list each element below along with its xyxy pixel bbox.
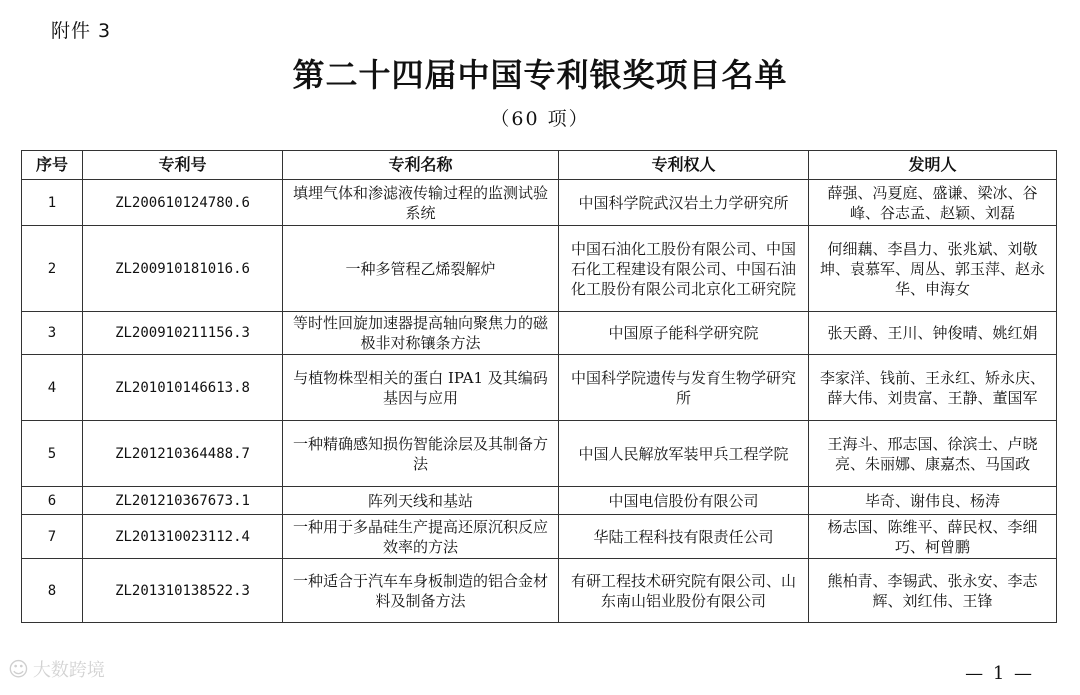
header-patent-no: 专利号 <box>83 151 283 180</box>
row-inventors: 熊柏青、李锡武、张永安、李志辉、刘红伟、王锋 <box>809 559 1057 623</box>
row-owner: 中国科学院武汉岩土力学研究所 <box>559 180 809 226</box>
header-inventors: 发明人 <box>809 151 1057 180</box>
row-inventors: 杨志国、陈维平、薛民权、李细巧、柯曾鹏 <box>809 515 1057 559</box>
row-patent-no: ZL201210364488.7 <box>83 421 283 487</box>
row-inventors: 薛强、冯夏庭、盛谦、梁冰、谷峰、谷志孟、赵颖、刘磊 <box>809 180 1057 226</box>
row-seq: 2 <box>22 226 83 312</box>
row-patent-name: 一种多管程乙烯裂解炉 <box>283 226 559 312</box>
row-patent-name: 一种精确感知损伤智能涂层及其制备方法 <box>283 421 559 487</box>
row-patent-no: ZL200910211156.3 <box>83 312 283 355</box>
row-patent-no: ZL201310138522.3 <box>83 559 283 623</box>
item-count: （60 项） <box>490 108 590 130</box>
table-row <box>22 421 1057 487</box>
row-patent-name: 与植物株型相关的蛋白 IPA1 及其编码基因与应用 <box>283 355 559 421</box>
row-seq: 7 <box>22 515 83 559</box>
row-patent-name: 等时性回旋加速器提高轴向聚焦力的磁极非对称镶条方法 <box>283 312 559 355</box>
row-seq: 4 <box>22 355 83 421</box>
table-row <box>22 515 1057 559</box>
table-row <box>22 355 1057 421</box>
patent-table <box>21 150 1057 623</box>
table-row <box>22 180 1057 226</box>
row-seq: 6 <box>22 487 83 515</box>
row-patent-no: ZL200910181016.6 <box>83 226 283 312</box>
row-patent-name: 阵列天线和基站 <box>283 487 559 515</box>
page-title: 第二十四届中国专利银奖项目名单 <box>292 56 788 94</box>
table-row <box>22 487 1057 515</box>
row-inventors: 毕奇、谢伟良、杨涛 <box>809 487 1057 515</box>
table-header-row <box>22 151 1057 180</box>
row-owner: 华陆工程科技有限责任公司 <box>559 515 809 559</box>
row-inventors: 李家洋、钱前、王永红、矫永庆、薛大伟、刘贵富、王静、董国军 <box>809 355 1057 421</box>
header-owner: 专利权人 <box>559 151 809 180</box>
row-owner: 中国电信股份有限公司 <box>559 487 809 515</box>
attachment-label: 附件 3 <box>51 20 112 42</box>
row-owner: 中国原子能科学研究院 <box>559 312 809 355</box>
table-row <box>22 312 1057 355</box>
row-seq: 3 <box>22 312 83 355</box>
weibo-icon: ☺ <box>8 657 29 681</box>
row-seq: 8 <box>22 559 83 623</box>
row-owner: 中国石油化工股份有限公司、中国石化工程建设有限公司、中国石油化工股份有限公司北京化工研究院 <box>559 226 809 312</box>
row-patent-no: ZL200610124780.6 <box>83 180 283 226</box>
row-inventors: 何细藕、李昌力、张兆斌、刘敬坤、袁慕军、周丛、郭玉萍、赵永华、申海女 <box>809 226 1057 312</box>
table-row <box>22 226 1057 312</box>
row-owner: 有研工程技术研究院有限公司、山东南山铝业股份有限公司 <box>559 559 809 623</box>
table-row <box>22 559 1057 623</box>
header-seq: 序号 <box>22 151 83 180</box>
row-patent-no: ZL201010146613.8 <box>83 355 283 421</box>
watermark <box>8 656 105 682</box>
page-number: — 1 — <box>965 663 1034 684</box>
row-patent-no: ZL201310023112.4 <box>83 515 283 559</box>
row-inventors: 张天爵、王川、钟俊晴、姚红娟 <box>809 312 1057 355</box>
watermark-text: 大数跨境 <box>32 660 105 681</box>
row-patent-name: 填埋气体和渗滤液传输过程的监测试验系统 <box>283 180 559 226</box>
row-owner: 中国人民解放军装甲兵工程学院 <box>559 421 809 487</box>
row-seq: 5 <box>22 421 83 487</box>
row-patent-name: 一种用于多晶硅生产提高还原沉积反应效率的方法 <box>283 515 559 559</box>
row-patent-no: ZL201210367673.1 <box>83 487 283 515</box>
row-owner: 中国科学院遗传与发育生物学研究所 <box>559 355 809 421</box>
header-patent-name: 专利名称 <box>283 151 559 180</box>
row-seq: 1 <box>22 180 83 226</box>
row-inventors: 王海斗、邢志国、徐滨士、卢晓亮、朱丽娜、康嘉杰、马国政 <box>809 421 1057 487</box>
row-patent-name: 一种适合于汽车车身板制造的铝合金材料及制备方法 <box>283 559 559 623</box>
